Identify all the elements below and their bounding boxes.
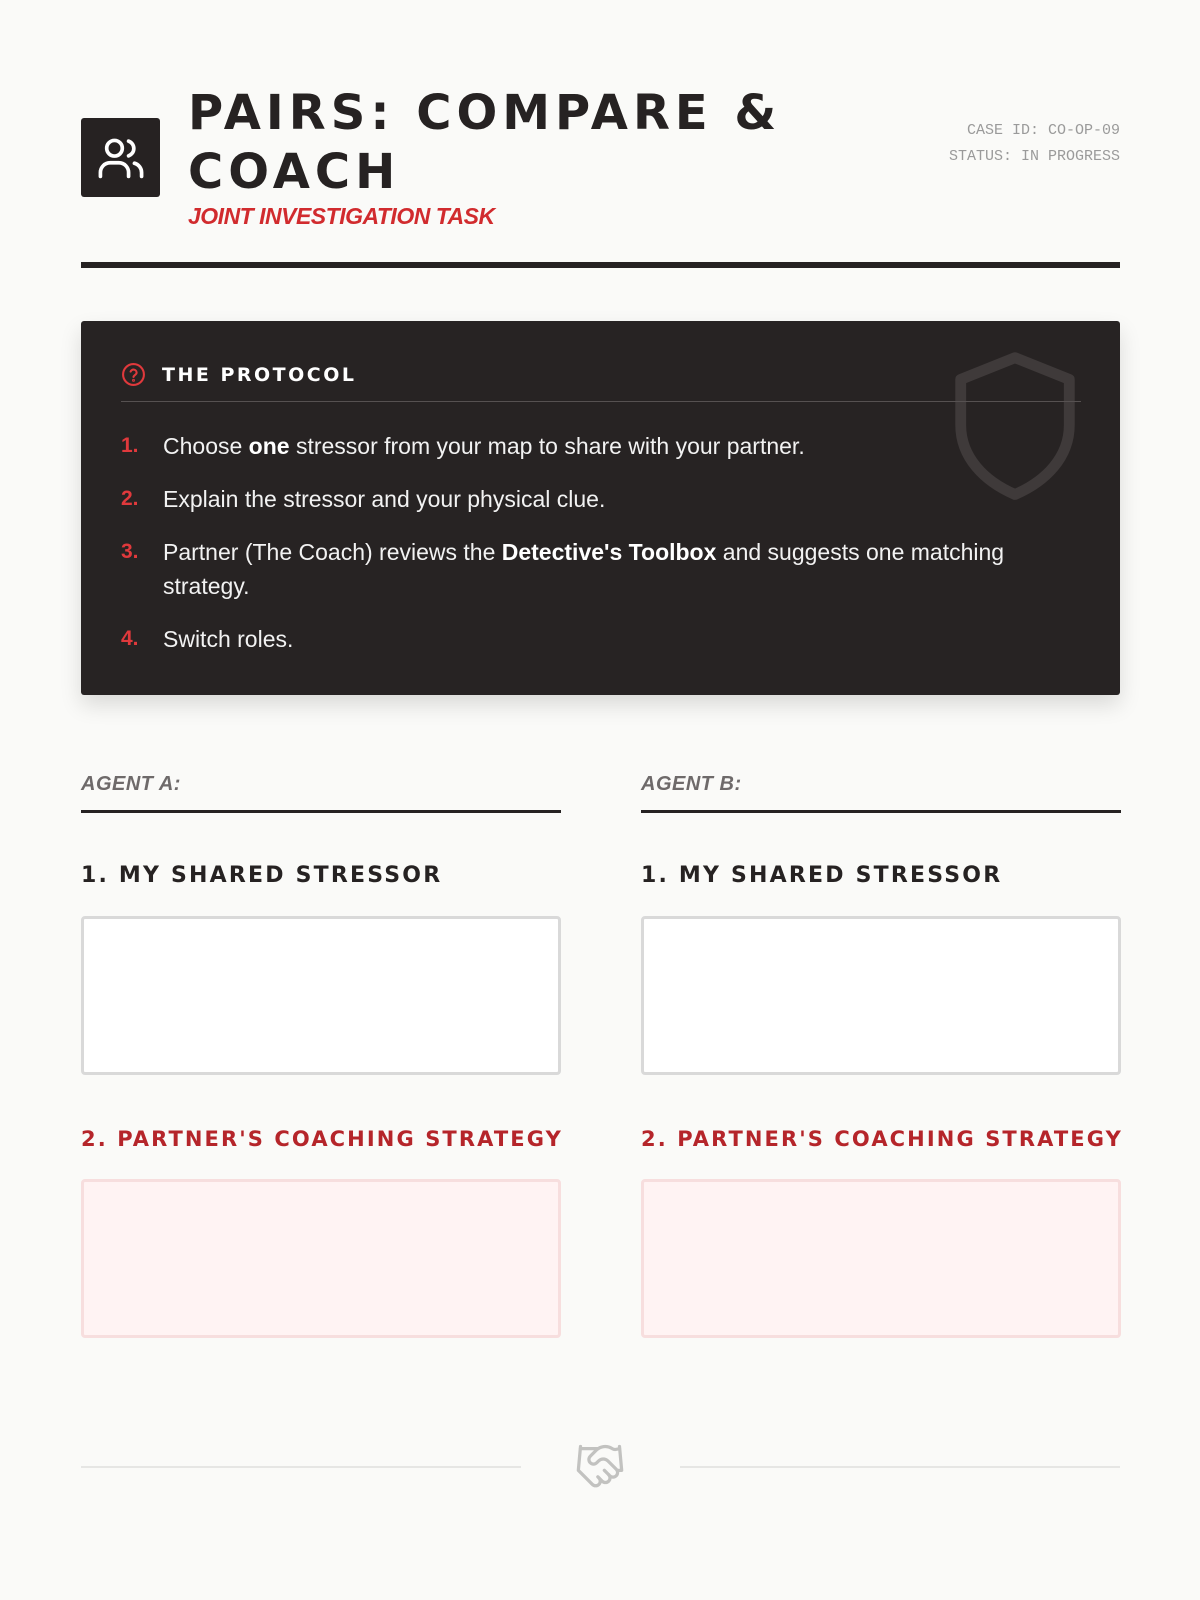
protocol-panel <box>81 321 1120 695</box>
step-text: Partner (The Coach) reviews the <box>163 539 502 565</box>
page-title: PAIRS: COMPARE & COACH <box>188 85 782 200</box>
agent-a-stressor-box[interactable] <box>81 916 561 1075</box>
protocol-step <box>121 482 1051 516</box>
step-number: 1. <box>121 434 139 457</box>
page-header <box>81 84 1120 268</box>
step-text: Explain the stressor and your physical clue. <box>163 486 606 512</box>
agent-b-stressor-label: 1. MY SHARED STRESSOR <box>641 863 1003 888</box>
step-text: stressor from your map to share with your partner. <box>289 433 805 459</box>
protocol-step <box>121 622 1051 656</box>
step-text: Switch roles. <box>163 626 294 652</box>
agent-b-column <box>641 773 1121 1338</box>
case-id: CASE ID: CO-OP-09 <box>966 122 1120 139</box>
footer-divider-left <box>81 1466 521 1468</box>
agent-b-stressor-box[interactable] <box>641 916 1121 1075</box>
step-number: 4. <box>121 627 139 650</box>
step-text: Choose <box>163 433 249 459</box>
footer-divider-right <box>680 1466 1120 1468</box>
step-number: 3. <box>121 540 139 563</box>
agent-b-strategy-label: 2. PARTNER'S COACHING STRATEGY <box>641 1127 1123 1151</box>
step-emphasis: one <box>248 433 290 459</box>
handshake-icon <box>572 1440 628 1492</box>
help-circle-icon <box>121 362 146 387</box>
users-icon <box>81 118 160 197</box>
agent-a-column <box>81 773 561 1338</box>
step-text: and suggests one matching strategy. <box>163 539 1005 599</box>
step-emphasis: Detective's Toolbox <box>501 539 717 565</box>
agent-a-strategy-box[interactable] <box>81 1179 561 1338</box>
agent-b-strategy-box[interactable] <box>641 1179 1121 1338</box>
protocol-header <box>121 355 1081 402</box>
page-subtitle: JOINT INVESTIGATION TASK <box>188 203 495 229</box>
protocol-step <box>121 535 1051 603</box>
protocol-steps <box>121 429 1051 675</box>
protocol-step <box>121 429 1051 463</box>
case-status: STATUS: IN PROGRESS <box>948 148 1120 165</box>
agent-a-name-line[interactable]: AGENT A: <box>81 773 561 813</box>
agent-a-strategy-label: 2. PARTNER'S COACHING STRATEGY <box>81 1127 563 1151</box>
step-number: 2. <box>121 487 139 510</box>
agent-a-stressor-label: 1. MY SHARED STRESSOR <box>81 863 443 888</box>
agent-b-name-line[interactable]: AGENT B: <box>641 773 1121 813</box>
case-meta <box>930 118 1120 170</box>
protocol-title: THE PROTOCOL <box>162 364 357 386</box>
